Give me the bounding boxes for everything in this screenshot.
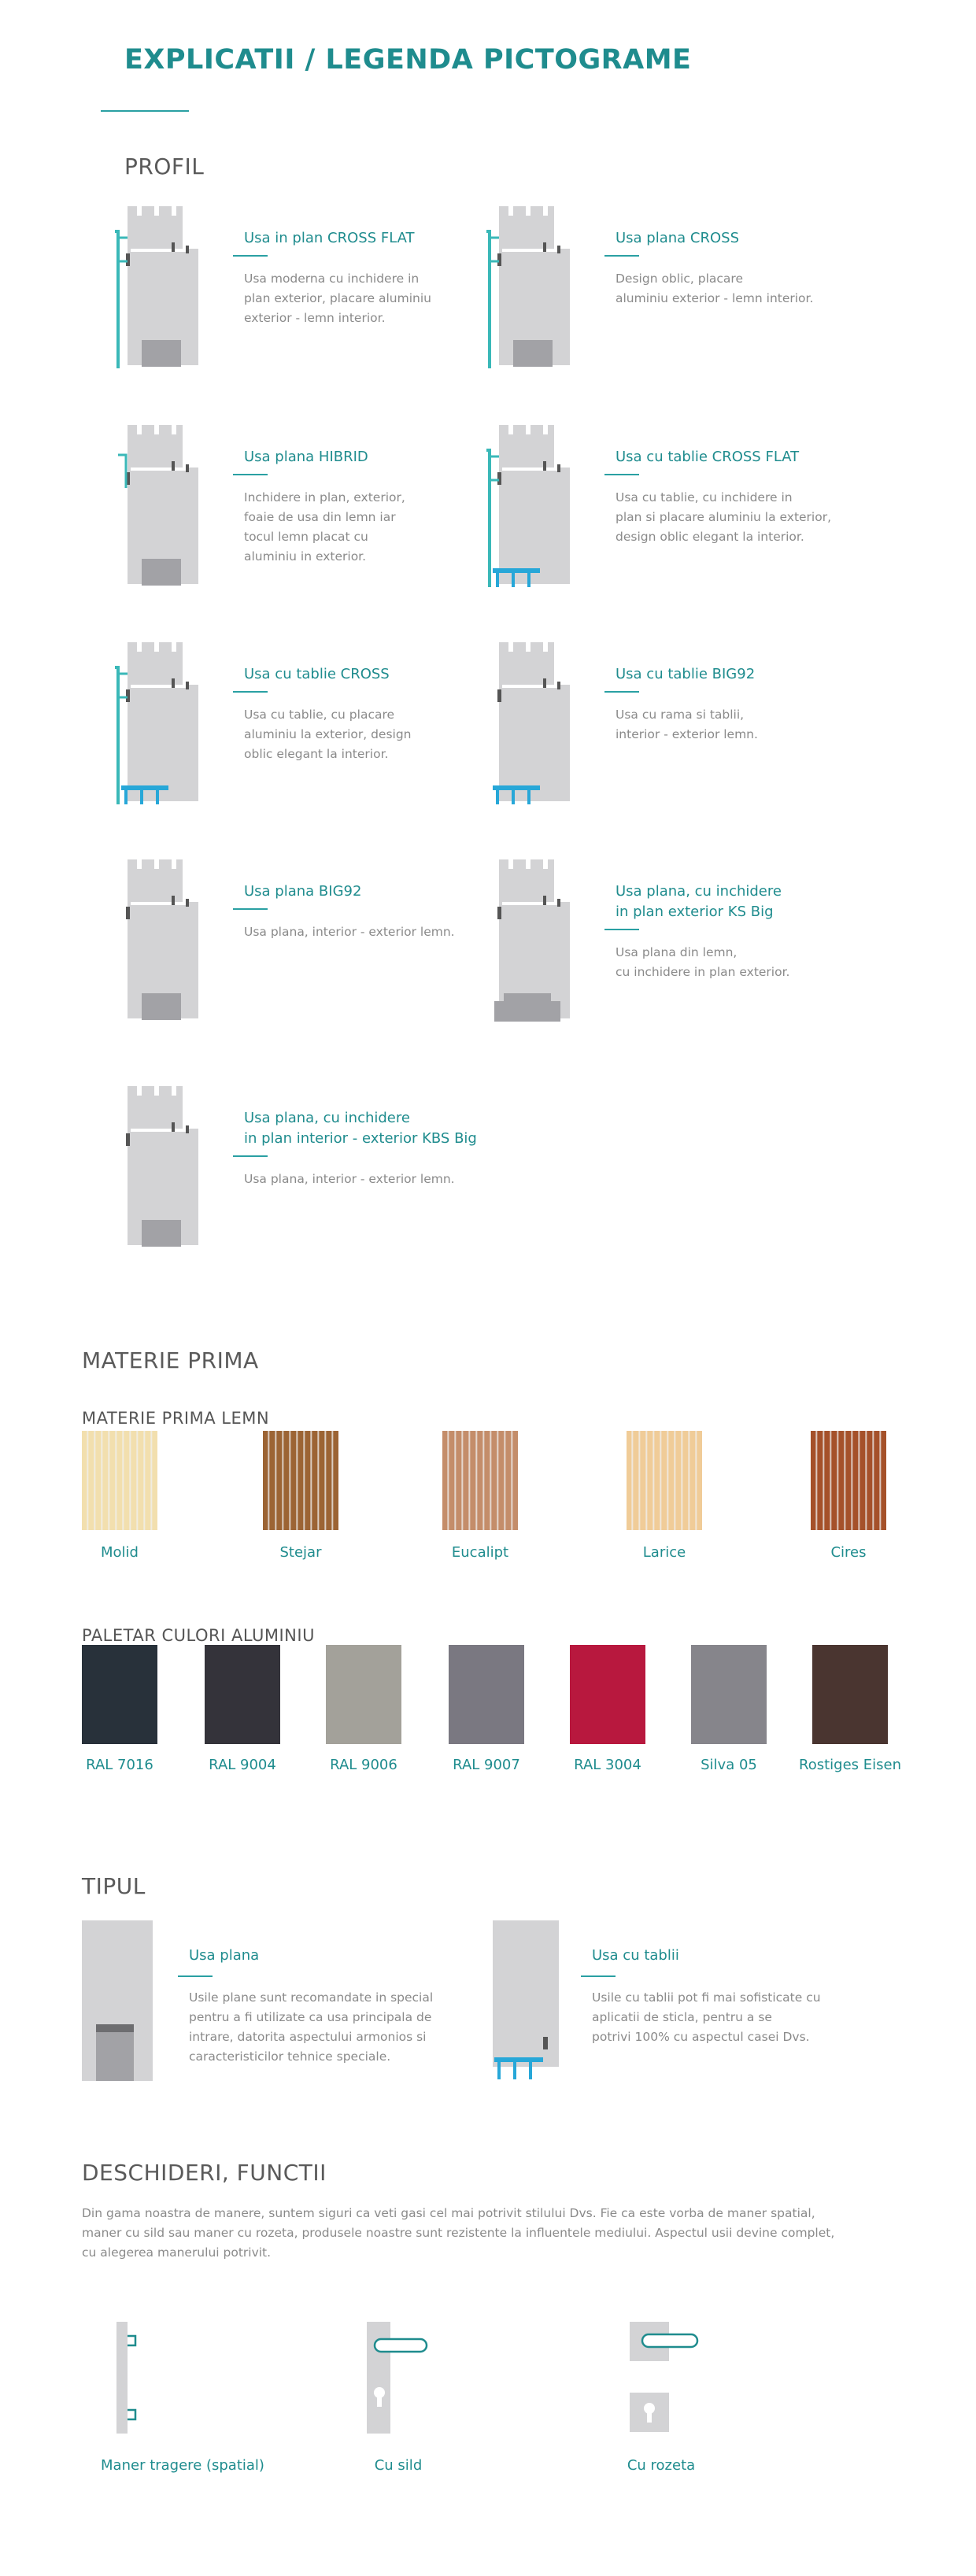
tipul-heading: TIPUL (82, 1873, 146, 1899)
profil-item-rule (604, 929, 639, 930)
wood-swatch-eucalipt (442, 1431, 518, 1530)
materie-lemn-heading: MATERIE PRIMA LEMN (82, 1409, 270, 1428)
tipul-desc-2: Usile cu tablii pot fi mai sofisticate cu aplicatii de sticla, pentru a se potrivi 100% cu aspectul casei Dvs. (592, 1990, 821, 2044)
cu-sild-icon (367, 2322, 438, 2434)
usa-plana-icon (82, 1920, 153, 2081)
profil-item-rule (233, 255, 268, 257)
cu-rozeta-icon (630, 2322, 716, 2434)
profil-item-desc: Usa plana, interior - exterior lemn. (244, 925, 455, 939)
profil-item-rule (233, 908, 268, 910)
usa-cu-tablii-icon (488, 1920, 564, 2081)
profil-item-title: Usa cu tablie CROSS FLAT (616, 449, 800, 465)
aluminium-swatch (449, 1645, 524, 1744)
profil-item-title: Usa plana BIG92 (244, 883, 362, 900)
profil-icon (482, 859, 576, 1022)
wood-swatch-larice (627, 1431, 702, 1530)
tipul-rule-2 (581, 1975, 616, 1977)
profil-item-rule (233, 474, 268, 475)
aluminium-label: RAL 9007 (453, 1757, 520, 1773)
page-title: EXPLICATII / LEGENDA PICTOGRAME (124, 44, 692, 76)
profil-item-title: Usa plana, cu inchidere in plan interior - exterior KBS Big (244, 1110, 477, 1147)
cu-rozeta-label: Cu rozeta (627, 2457, 696, 2474)
profil-item-desc: Inchidere in plan, exterior, foaie de usa din lemn iar tocul lemn placat cu aluminiu in exterior. (244, 490, 405, 564)
profil-item-rule (604, 255, 639, 257)
aluminium-label: RAL 7016 (86, 1757, 153, 1773)
wood-label: Larice (642, 1544, 686, 1561)
aluminium-label: Silva 05 (701, 1757, 757, 1773)
deschideri-intro: Din gama noastra de manere, suntem siguri ca veti gasi cel mai potrivit stilului Dvs. Fie ca este vorba de maner spatial, maner cu sild sau maner cu rozeta, produsele noastre sunt rezistente la influentele mediului. Aspectul usii devine complet, cu alegerea manerului potrivit. (82, 2206, 835, 2260)
profil-heading: PROFIL (124, 153, 205, 179)
profil-item-desc: Usa plana, interior - exterior lemn. (244, 1172, 455, 1186)
tipul-desc-1: Usile plane sunt recomandate in special pentru a fi utilizate ca usa principala de intrare, datorita aspectului armonios si caracteristicilor tehnice speciale. (189, 1990, 434, 2064)
profil-icon (110, 1086, 205, 1248)
aluminium-swatch (205, 1645, 280, 1744)
profil-item-desc: Usa cu rama si tablii, interior - exterior lemn. (616, 708, 758, 741)
tipul-rule-1 (178, 1975, 213, 1977)
profil-item-rule (604, 474, 639, 475)
profil-item-desc: Design oblic, placare aluminiu exterior - lemn interior. (616, 272, 814, 305)
profil-item-rule (604, 691, 639, 693)
wood-label: Molid (101, 1544, 139, 1561)
wood-swatch-stejar (263, 1431, 338, 1530)
aluminium-swatch (326, 1645, 401, 1744)
profil-icon (482, 425, 576, 587)
cu-sild-label: Cu sild (374, 2457, 423, 2474)
wood-swatch-cires (811, 1431, 886, 1530)
profil-item-title: Usa cu tablie CROSS (244, 666, 390, 682)
profil-item-title: Usa plana, cu inchidere in plan exterior KS Big (616, 883, 782, 920)
aluminium-label: RAL 9006 (330, 1757, 397, 1773)
profil-icon (482, 642, 576, 804)
maner-tragere-label: Maner tragere (spatial) (101, 2457, 264, 2474)
paletar-aluminiu-heading: PALETAR CULORI ALUMINIU (82, 1626, 315, 1645)
profil-item-desc: Usa moderna cu inchidere in plan exterior, placare aluminiu exterior - lemn interior. (244, 272, 431, 325)
profil-item-rule (233, 1155, 268, 1157)
profil-item-title: Usa plana CROSS (616, 230, 740, 246)
profil-item-desc: Usa plana din lemn, cu inchidere in plan exterior. (616, 945, 790, 979)
wood-swatch-molid (82, 1431, 157, 1530)
deschideri-heading: DESCHIDERI, FUNCTII (82, 2160, 327, 2186)
maner-tragere-icon (116, 2322, 148, 2434)
profil-item-desc: Usa cu tablie, cu placare aluminiu la exterior, design oblic elegant la interior. (244, 708, 412, 761)
profil-item-title: Usa plana HIBRID (244, 449, 368, 465)
materie-prima-heading: MATERIE PRIMA (82, 1347, 259, 1373)
profil-item-desc: Usa cu tablie, cu inchidere in plan si placare aluminiu la exterior, design oblic elegant la interior. (616, 490, 832, 544)
aluminium-swatch (812, 1645, 888, 1744)
wood-label: Stejar (279, 1544, 322, 1561)
profil-icon (110, 642, 205, 804)
tipul-title-1: Usa plana (189, 1947, 260, 1964)
aluminium-swatch (82, 1645, 157, 1744)
profil-item-title: Usa in plan CROSS FLAT (244, 230, 415, 246)
tipul-title-2: Usa cu tablii (592, 1947, 679, 1964)
profil-icon (110, 859, 205, 1022)
aluminium-label: Rostiges Eisen (799, 1757, 901, 1773)
aluminium-swatch (570, 1645, 645, 1744)
aluminium-label: RAL 9004 (209, 1757, 276, 1773)
aluminium-swatch (691, 1645, 767, 1744)
title-underline (101, 110, 189, 112)
aluminium-label: RAL 3004 (574, 1757, 641, 1773)
profil-icon (110, 425, 205, 587)
profil-item-title: Usa cu tablie BIG92 (616, 666, 756, 682)
wood-label: Eucalipt (451, 1544, 509, 1561)
profil-icon (110, 206, 205, 368)
wood-label: Cires (830, 1544, 867, 1561)
profil-item-rule (233, 691, 268, 693)
profil-icon (482, 206, 576, 368)
